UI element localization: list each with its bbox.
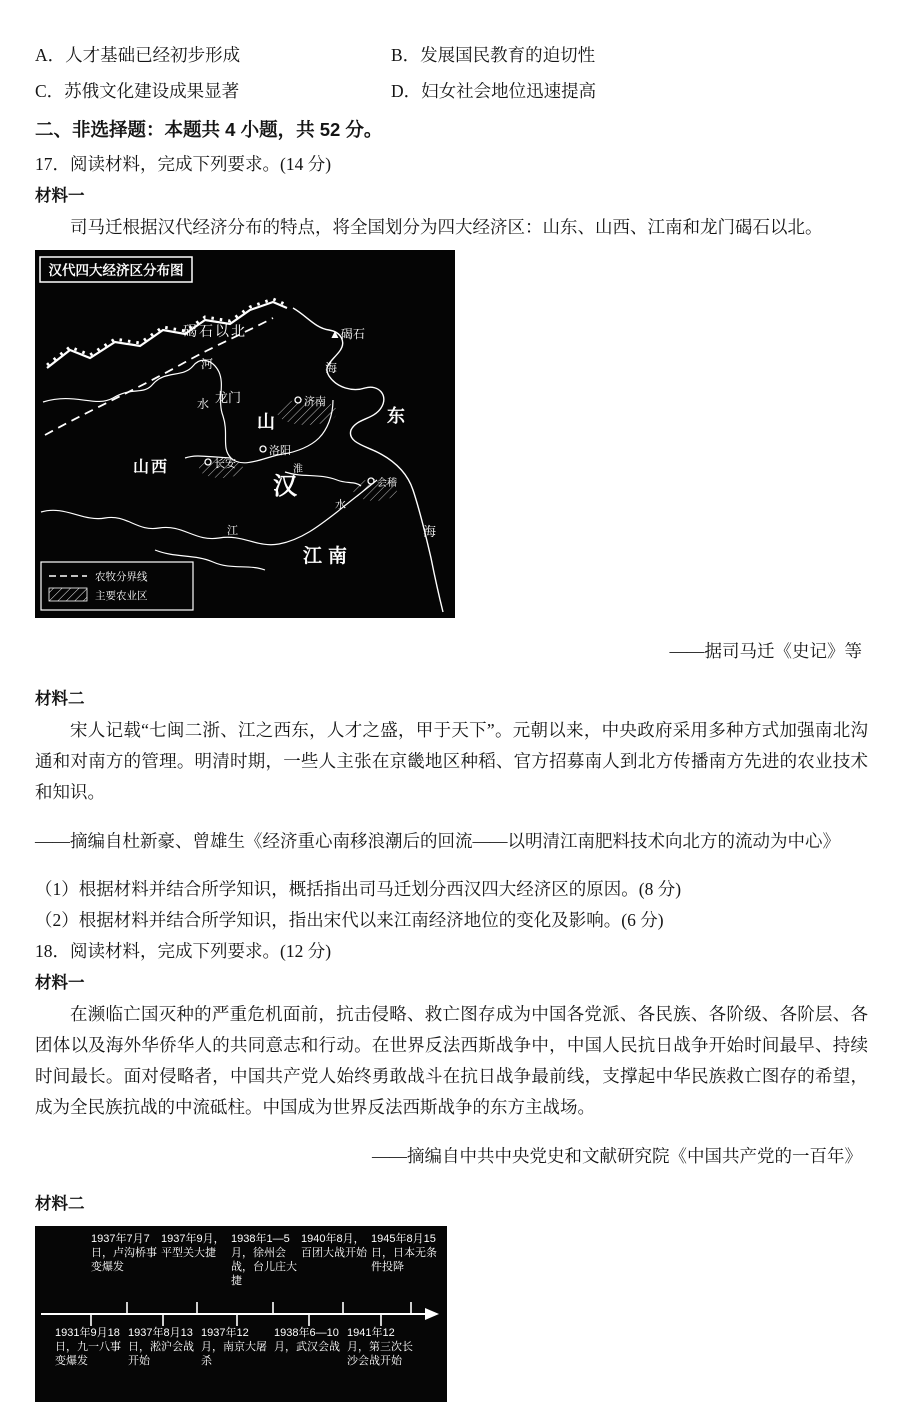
choice-options — [35, 40, 868, 107]
label-bohai-sea: 海 — [325, 361, 338, 375]
timeline-event: 1938年1—5月，徐州会战，台儿庄大捷 — [231, 1233, 297, 1287]
label-shandong-shan: 山 — [257, 412, 275, 432]
question-18 — [35, 936, 868, 1402]
label-jieshi: ▲碣石 — [329, 327, 365, 341]
map-title-box — [40, 257, 192, 282]
label-north-region: 碣石以北 — [183, 325, 247, 340]
anti-japanese-war-timeline-figure — [35, 1226, 447, 1402]
label-han: 汉 — [273, 474, 297, 500]
timeline-top-events — [35, 1232, 447, 1288]
label-huai-river: 淮 — [293, 464, 303, 475]
timeline-event: 1937年7月7日，卢沟桥事变爆发 — [91, 1233, 157, 1273]
q18-material2-label: 材料二 — [35, 1195, 85, 1213]
han-economic-regions-map — [35, 250, 455, 618]
legend-boundary-label: 农牧分界线 — [95, 572, 148, 583]
option-c: C．苏俄文化建设成果显著 — [35, 81, 240, 101]
legend-farm-label: 主要农业区 — [95, 591, 148, 602]
label-yellow-river: 河 — [201, 357, 214, 371]
map-legend — [41, 562, 193, 610]
section-2-header: 二、非选择题：本题共 4 小题，共 52 分。 — [35, 119, 383, 140]
label-shui-mid: 水 — [335, 499, 346, 511]
timeline-event: 1937年12月，南京大屠杀 — [201, 1327, 267, 1367]
q17-material2-text: 宋人记载“七闽二浙、江之西东，人才之盛，甲于天下”。元朝以来，中央政府采用多种方式加强南北沟通和对南方的管理。明清时期，一些人主张在京畿地区种稻、官方招募南人到北方传播南方先进的农业技术和知识。 — [35, 720, 868, 802]
timeline-event: 1940年8月，百团大战开始 — [301, 1233, 367, 1259]
timeline-bottom-events — [35, 1326, 447, 1368]
label-jiangnan: 江南 — [303, 546, 354, 567]
timeline-event: 1938年6—10月，武汉会战 — [274, 1327, 340, 1353]
q17-material2-source: ——摘编自杜新豪、曾雄生《经济重心南移浪潮后的回流——以明清江南肥料技术向北方的流动为中心》 — [35, 830, 840, 851]
label-shanxi: 山西 — [133, 459, 170, 476]
q18-material1-text: 在濒临亡国灭种的严重危机面前，抗击侵略、救亡图存成为中国各党派、各民族、各阶级、各阶层、各团体以及海外华侨华人的共同意志和行动。在世界反法西斯战争中，中国人民抗日战争开始时间最早、持续时间最长。面对侵略者，中国共产党人始终勇敢战斗在抗日战争最前线，支撑起中华民族救亡图存的希望，成为全民族抗战的中流砥柱。中国成为世界反法西斯战争的东方主战场。 — [35, 1004, 868, 1117]
option-d: D．妇女社会地位迅速提高 — [391, 81, 597, 101]
label-luoyang: 洛阳 — [269, 445, 291, 457]
label-changan: 长安 — [214, 458, 236, 470]
label-longmen: 龙门 — [215, 390, 242, 405]
q17-stem: 17．阅读材料，完成下列要求。(14 分) — [35, 154, 332, 174]
question-17 — [35, 149, 868, 936]
timeline-event: 1941年12月，第三次长沙会战开始 — [347, 1327, 413, 1367]
q17-sub-question-2: （2）根据材料并结合所学知识，指出宋代以来江南经济地位的变化及影响。(6 分) — [35, 910, 664, 930]
timeline-event: 1945年8月15日，日本无条件投降 — [371, 1233, 437, 1273]
q18-material1-source: ——摘编自中共中央党史和文献研究院《中国共产党的一百年》 — [372, 1145, 862, 1166]
option-b: B．发展国民教育的迫切性 — [391, 45, 596, 65]
han-map-figure — [35, 250, 868, 618]
label-east-sea: 海 — [423, 524, 437, 539]
q17-material1-label: 材料一 — [35, 187, 85, 205]
q18-stem: 18．阅读材料，完成下列要求。(12 分) — [35, 941, 332, 961]
timeline-arrowhead — [425, 1308, 439, 1320]
q17-material2-label: 材料二 — [35, 690, 85, 708]
timeline-event: 1931年9月18日，九一八事变爆发 — [55, 1327, 121, 1367]
timeline-event: 1937年8月13日，淞沪会战开始 — [128, 1327, 194, 1367]
timeline-event: 1937年9月，平型关大捷 — [161, 1233, 225, 1259]
label-yangtze: 江 — [227, 525, 238, 537]
map-title: 汉代四大经济区分布图 — [48, 263, 184, 278]
label-jinan: 济南 — [304, 396, 326, 408]
label-kuaiji: 会稽 — [377, 478, 397, 489]
option-a: A．人才基础已经初步形成 — [35, 45, 241, 65]
q17-sub-question-1: （1）根据材料并结合所学知识，概括指出司马迁划分西汉四大经济区的原因。(8 分) — [35, 879, 682, 899]
label-shandong-dong: 东 — [387, 406, 405, 426]
label-shui-top: 水 — [197, 397, 210, 411]
q17-material1-text: 司马迁根据汉代经济分布的特点，将全国划分为四大经济区：山东、山西、江南和龙门碣石以北。 — [70, 217, 823, 237]
q18-material1-label: 材料一 — [35, 974, 85, 992]
q17-material1-source: ——据司马迁《史记》等 — [669, 640, 862, 661]
